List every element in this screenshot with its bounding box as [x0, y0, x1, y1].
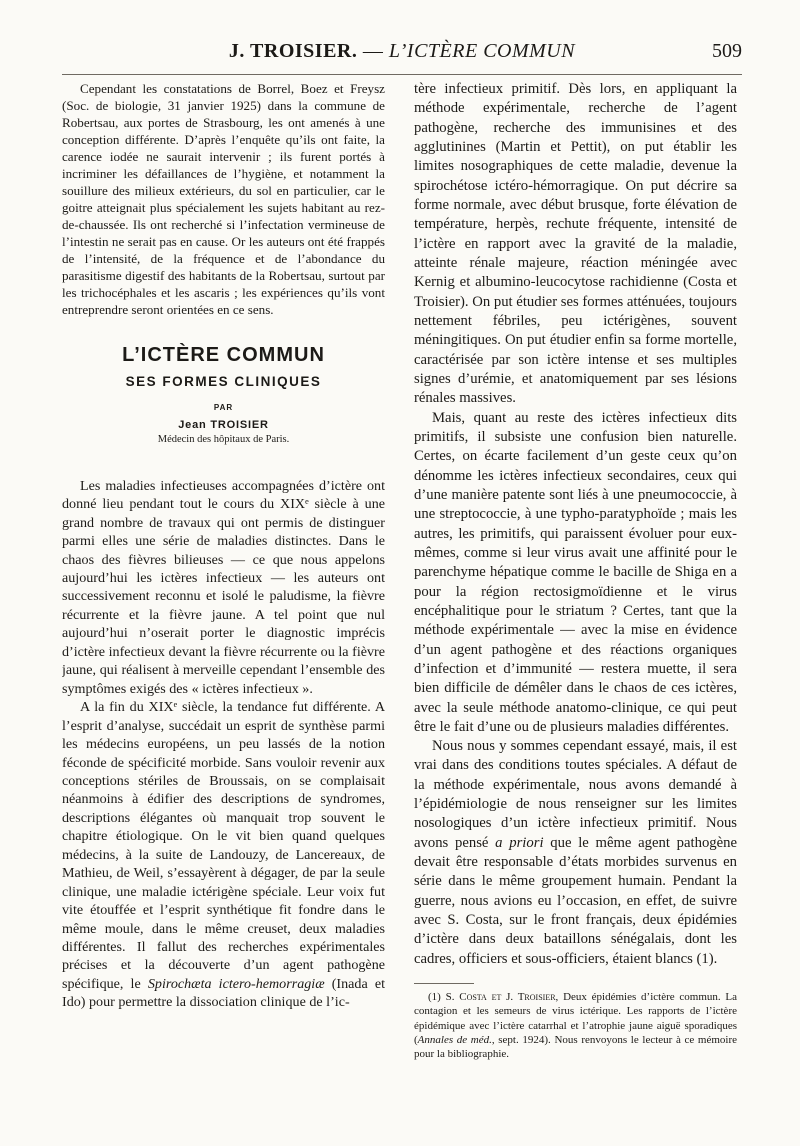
byline-author-name: Jean TROISIER [178, 418, 269, 431]
body-paragraph: Les maladies infectieuses accompagnées d’ictère ont donné lieu pendant tout le cours du XIXᵉ siècle à une grand nombre de travaux qui ont permis de distinguer parmi elles une série de maladies distinctes. Dans le chaos des fièvres bilieuses — ce que nous appelons aujourd’hui les ictères infectieux — les auteurs ont successivement reconnu et isolé le paludisme, la fièvre récurrente et la fièvre jaune. A tel point que nul aujourd’hui n’oserait porter le diagnostic imprécis d’ictère infectieux devant la fièvre récurrente ou la fièvre jaune, qui réalisent à merveille cependant l’ensemble des symptômes exigés des « ictères infectieux ». [62, 477, 385, 697]
footnote-journal: Annales de méd. [417, 1033, 492, 1046]
body-paragraph-text: Nous nous y sommes cependant essayé, mais, il est vrai dans des conditions toutes spéciales. A défaut de la méthode expérimentale, nous avons demandé à l’épidémiologie de nous renseigner sur les limites nosologiques d’un ictère infectieux primitif. Nous avons pensé [414, 738, 737, 851]
intro-paragraph: Cependant les constatations de Borrel, Boez et Freysz (Soc. de biologie, 31 janvier 1925) dans la commune de Robertsau, aux portes de Strasbourg, les ont amenés à une conception différente. D’après l’enquête qu’ils ont faite, la carence iodée ne saurait intervenir ; ils furent portés à incriminer les défaillances de l’hygiène, et notamment la souillure des milieux extérieurs, du sol en particulier, car le goitre atteignait plus spécialement les sujets habitant au rez-de-chaussée. Ils ont recherché si l’infectation vermineuse de l’intestin ne serait pas en cause. Or les auteurs ont été frappés de l’intensité, de la fréquence et de l’abondance du parasitisme digestif des habitants de la Robertsau, surtout par les trichocéphales et les ascaris ; les expériences qu’ils vont entreprendre seront orientées en ce sens. [62, 81, 385, 318]
latin-phrase: a priori [495, 834, 544, 851]
body-paragraph-text: (Inada et Ido) pour permettre la dissociation clinique de l’ic- [62, 975, 385, 1011]
footnote-text: Deux épidémies d’ictère commun. La contagion et les semeurs de virus ictérique. Les rapports de l’ictère épidémique avec l’ictère catarrhal et l’atrophie jaune aiguë sporadiques ( [414, 991, 737, 1046]
article-body-left [62, 477, 385, 1012]
right-column [414, 80, 737, 1110]
body-paragraph: Mais, quant au reste des ictères infectieux dits primitifs, il subsiste une confusion bien naturelle. Certes, on écarte facilement d’un geste ceux qu’on dénomme les ictères infectieux secondaires, ceux qui d’une manière patente sont liés à une pneumococcie, à une streptococcie, à une typho-paratyphoïde ; mais les autres, les primitifs, qui paraissent évoluer pour eux-mêmes, comme si leur virus avait une affinité pour le parenchyme hépatique comme le bacille de Shiga en a pour la région rectosigmoïdienne et le virus encéphalitique pour le striatum ? Certes, tant que la méthode expérimentale — avec la mise en évidence d’un agent pathogène et des réactions organiques d’infection et d’immunité — restera muette, il sera bien difficile de démêler dans le chaos de ces ictères, avec la seule méthode anatomo-clinique, ce qui peut être le fait d’une ou de plusieurs maladies différentes. [414, 409, 737, 735]
body-paragraph [62, 698, 385, 1012]
species-name: Spirochæta ictero-hemorragiæ [147, 975, 325, 992]
running-head-title: L’ICTÈRE COMMUN [388, 40, 576, 62]
page-header [62, 34, 742, 75]
body-paragraph-text: que le même agent pathogène devait être responsable d’états morbides survenus en série dans le même groupement humain. Pendant la guerre, nous avions eu l’occasion, en effet, de suivre avec S. Costa, sur le front français, deux épidémies d’ictère dans deux bataillons sénégalais, dont les cadres, officiers et sous-officiers, étaient blancs (1). [414, 834, 737, 967]
footnote-divider [414, 983, 474, 984]
body-paragraph [414, 737, 737, 969]
footnote-marker: (1) [428, 991, 441, 1004]
footnote-text: , sept. 1924). Nous renvoyons le lecteur à ce mémoire pour la bibliographie. [414, 1033, 737, 1061]
left-column [62, 80, 385, 1110]
running-head [62, 40, 742, 63]
body-paragraph-text: A la fin du XIXᵉ siècle, la tendance fut différente. A l’esprit d’analyse, succédait un esprit de synthèse parmi les médecins européens, un peu lassés de la notion féconde de spécificité morbide. Sans vouloir revenir aux conceptions stériles de Broussais, on se complaisait néanmoins à édifier des descriptions de syndromes, descriptions élégantes où manquait trop souvent le chapitre étiologique. On le vit bien quand quelques médecins, à la suite de Landouzy, de Lancereaux, de Mathieu, de Weil, s’essayèrent à dégager, de par la seule clinique, une maladie ictérigène spéciale. Leur voix fut vite étouffée et l’esprit synthétique fit fondre dans le même moule, dans le même creuset, deux maladies différentes. Il fallut des recherches expérimentales précises et la découverte d’un agent pathogène spécifique, le [62, 699, 385, 992]
intro-section [62, 80, 385, 318]
footnote [414, 990, 737, 1061]
running-head-author: J. TROISIER. [228, 40, 358, 62]
page-number: 509 [712, 40, 742, 62]
article-subtitle: SES FORMES CLINIQUES [125, 374, 322, 390]
body-paragraph-continued: tère infectieux primitif. Dès lors, en appliquant la méthode expérimentale, recherche de l’agent pathogène, recherche des immunisines et des agglutinines (Martin et Pettit), on put établir les limites nosographiques de cette maladie, devenue la spirochétose ictéro-hémorragique. On put décrire sa forme normale, avec début brusque, forte élévation de température, herpès, rechute fréquente, intensité de l’ictère en rapport avec la gravité de la maladie, atteinte rénale majeure, réaction méningée avec Kernig et albumino-leucocytose rachidienne (Costa et Troisier). On put étudier ses formes atténuées, toujours nettement fébriles, peu ictérigènes, souvent méningitiques. On put étudier enfin sa forme mortelle, caractérisée par son ictère intense et ses multiples signes d’urémie, et anatomiquement par ses lésions rénales massives. [414, 81, 737, 407]
byline-par: PAR [213, 403, 234, 413]
footnote-authors: S. Costa et J. Troisier, [445, 991, 559, 1004]
running-head-separator: — [357, 40, 389, 62]
byline-author-role: Médecin des hôpitaux de Paris. [157, 433, 290, 445]
article-title: L’ICTÈRE COMMUN [122, 344, 325, 367]
